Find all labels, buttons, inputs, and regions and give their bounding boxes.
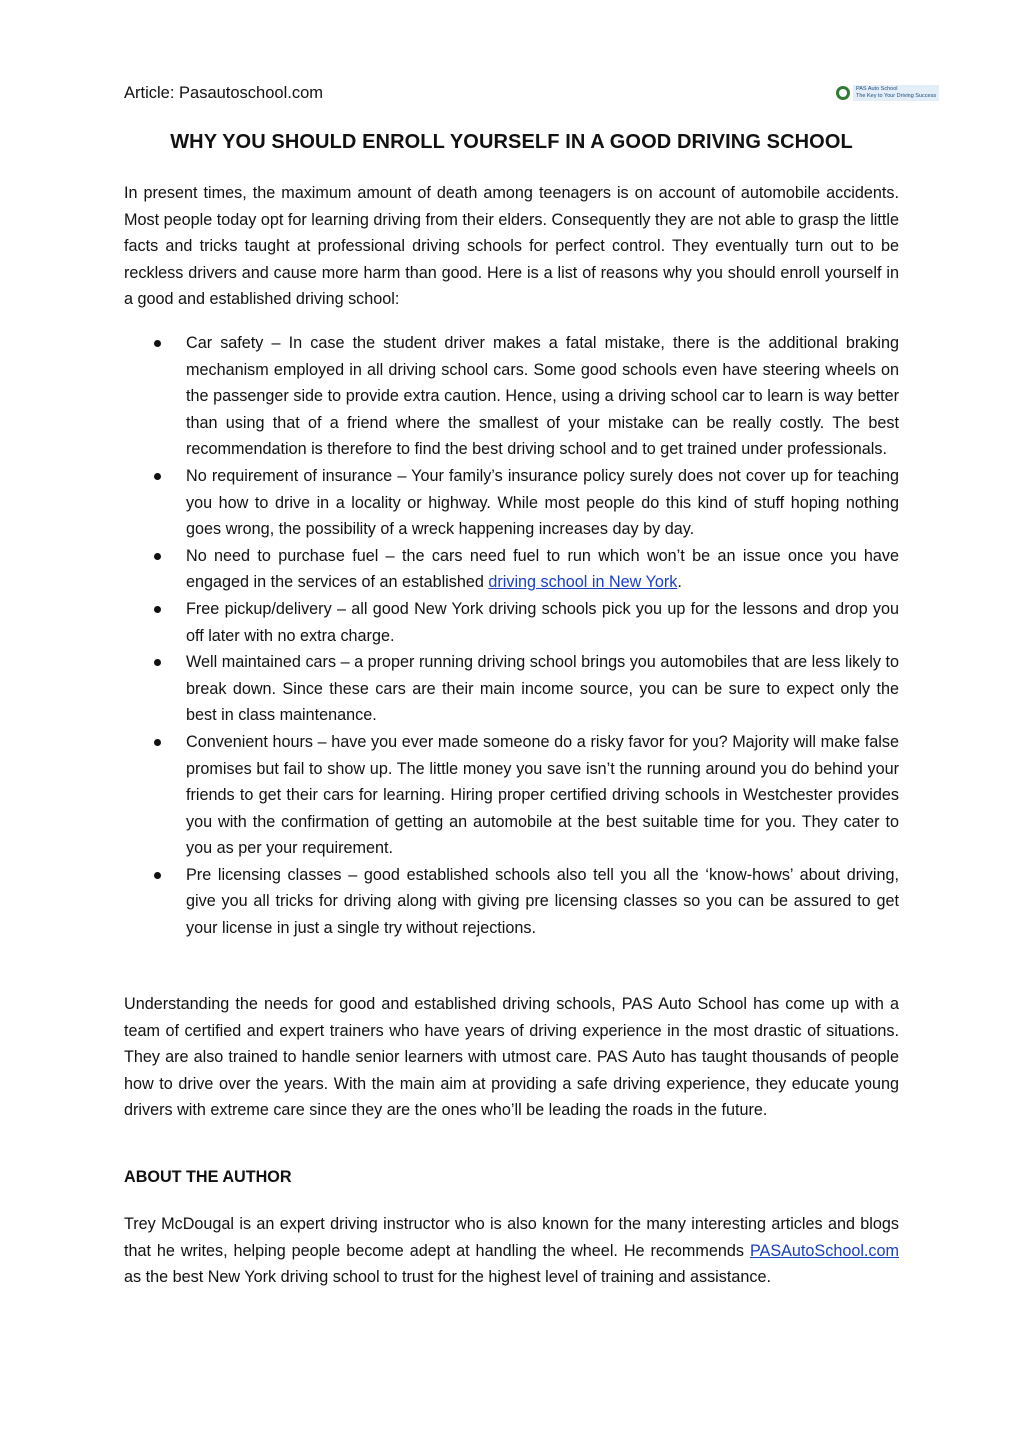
list-item-text: No need to purchase fuel – the cars need fuel to run which won’t be an issue once you have engaged in the services of an established (186, 546, 899, 592)
about-author-paragraph (124, 1211, 899, 1291)
pasautoschool-link[interactable]: PASAutoSchool.com (749, 1241, 899, 1260)
article-source-label: Article: Pasautoschool.com (124, 84, 324, 102)
list-item (124, 649, 899, 729)
logo-line-2: The Key to Your Driving Success (856, 93, 937, 99)
logo-text (853, 85, 939, 101)
list-item-text: Convenient hours – have you ever made someone do a risky favor for you? Majority will make false promises but fail to show up. The little money you save isn’t the running around you do behind your friends to get their cars for learning. Hiring proper certified driving schools in Westchester provides you with the confirmation of getting an automobile at the best suitable time for you. They cater to you as per your requirement. (186, 732, 899, 858)
list-item-text: Pre licensing classes – good established schools also tell you all the ‘know-hows’ about driving, give you all tricks for driving along with giving pre licensing classes so you can be assured to get your license in just a single try without rejections. (186, 865, 899, 938)
list-item (124, 729, 899, 862)
bullet-icon (154, 473, 161, 480)
article-title: WHY YOU SHOULD ENROLL YOURSELF IN A GOOD DRIVING SCHOOL (170, 131, 853, 153)
bullet-icon (154, 340, 161, 347)
intro-paragraph: In present times, the maximum amount of death among teenagers is on account of automobile accidents. Most people today opt for learning driving from their elders. Consequently they are not able to grasp the little facts and tricks taught at professional driving schools for perfect control. They eventually turn out to be reckless drivers and cause more harm than good. Here is a list of reasons why you should enroll yourself in a good and established driving school: (124, 184, 899, 309)
list-item-text-end: . (677, 573, 682, 592)
bullet-icon (154, 739, 161, 746)
conclusion-paragraph: Understanding the needs for good and established driving schools, PAS Auto School has come up with a team of certified and expert trainers who have years of driving experience in the most drastic of situations. They are also trained to handle senior learners with utmost care. PAS Auto has taught thousands of people how to drive over the years. With the main aim at providing a safe driving experience, they educate young drivers with extreme care since they are the ones who’ll be leading the roads in the future. (124, 995, 899, 1120)
driving-school-link[interactable]: driving school in New York (488, 573, 678, 592)
list-item-text: No requirement of insurance – Your family’s insurance policy surely does not cover up for teaching you how to drive in a locality or highway. While most people do this kind of stuff hoping nothing goes wrong, the possibility of a wreck happening increases day by day. (186, 466, 899, 539)
bullet-icon (154, 872, 161, 879)
list-item-text: Car safety – In case the student driver makes a fatal mistake, there is the additional braking mechanism employed in all driving school cars. Some good schools even have steering wheels on the passenger side to provide extra caution. Hence, using a driving school car to learn is way better than using that of a friend where the smallest of your mistake can be really costly. The best recommendation is therefore to find the best driving school and to get trained under professionals. (186, 334, 899, 459)
list-item (124, 463, 899, 543)
logo-line-1: PAS Auto School (856, 86, 898, 92)
list-item (124, 862, 899, 942)
bullet-icon (154, 606, 161, 613)
list-item-text: Free pickup/delivery – all good New York driving schools pick you up for the lessons and drop you off later with no extra charge. (186, 599, 899, 645)
pas-auto-school-logo (836, 84, 937, 102)
bullet-icon (154, 553, 161, 560)
reasons-list (124, 330, 899, 942)
list-item (124, 596, 899, 649)
list-item-text: Well maintained cars – a proper running driving school brings you automobiles that are less likely to break down. Since these cars are their main income source, you can be sure to expect only the best in class maintenance. (186, 653, 899, 725)
about-author-heading: ABOUT THE AUTHOR (124, 1168, 292, 1186)
list-item (124, 330, 899, 463)
bullet-icon (154, 659, 161, 666)
list-item (124, 543, 899, 596)
logo-circle-icon (836, 86, 850, 100)
about-text-start: Trey McDougal is an expert driving instructor who is also known for the many interesting articles and blogs that he writes, helping people become adept at handling the wheel. He recommends (124, 1215, 899, 1260)
about-text-end: as the best New York driving school to trust for the highest level of training and assistance. (124, 1268, 771, 1287)
